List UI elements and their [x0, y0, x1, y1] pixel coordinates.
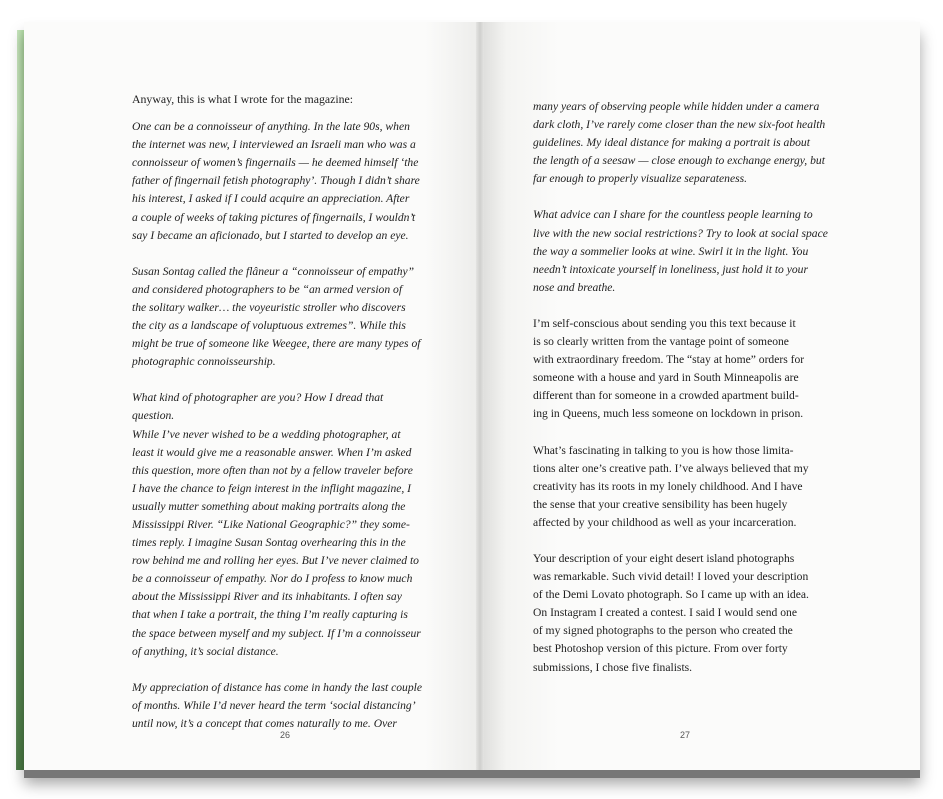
paragraph: One can be a connoisseur of anything. In the late 90s, when the internet was new, I interviewed an Israeli man who was a connoisseur of women’s fingernails — he deemed himself ‘the father of fingernail fetish photography’. Though I didn’t share his interest, I asked if I could acquire an appreciation. After a couple of weeks of taking pictures of fingernails, I wouldn’t say I became an aficionado, but I started to develop an eye. — [132, 120, 420, 242]
page-number-left: 26 — [280, 730, 291, 740]
right-page — [480, 22, 920, 770]
left-page-text — [132, 90, 422, 751]
book-gutter — [476, 22, 484, 770]
right-page-text — [533, 98, 833, 695]
paragraph: Susan Sontag called the flâneur a “connoisseur of empathy” and considered photographers to be “an armed version of the solitary walker… the voyeuristic stroller who discovers the city as a landscape of voluptuous extremes”. While this might be true of someone like Weegee, there are many types of photographic connoisseurship. — [132, 264, 421, 369]
paragraph: I’m self-conscious about sending you this text because it is so clearly written from the vantage point of someone with extraordinary freedom. The “stay at home” orders for someone with a house and yard in South Minneapolis are different than for someone in a crowded apartment build- ing in Queens, much less someone on lockdown in prison. — [533, 316, 805, 421]
paragraph: What kind of photographer are you? How I dread that question. While I’ve never wished to be a wedding photographer, at least it would give me a reasonable answer. When I’m asked this question, more often than not by a fellow traveler before I have the chance to feign interest in the inflight magazine, I usually mutter something about making portraits along the Mississippi River. “Like National Geographic?” they some- times reply. I imagine Susan Sontag overhearing this in the row behind me and rolling her eyes. But I’ve never claimed to be a connoisseur of empathy. Nor do I profess to know much about the Mississippi River and its inhabitants. I often say that when I take a portrait, the thing I’m really capturing is the space between myself and my subject. If I’m a connoisseur of anything, it’s social distance. — [132, 391, 421, 658]
paragraph: What’s fascinating in talking to you is how those limita- tions alter one’s creative path. I’ve always believed that my creativity has its roots in my lonely childhood. And I have the sense that your creative sensibility has been hugely affected by your childhood as well as your incarceration. — [533, 443, 809, 529]
paragraph: Your description of your eight desert island photographs was remarkable. Such vivid detail! I loved your description of the Demi Lovato photograph. So I came up with an idea. On Instagram I created a contest. I said I would send one of my signed photographs to the person who created the best Photoshop version of this picture. From over forty submissions, I chose five finalists. — [533, 551, 809, 674]
paragraph: What advice can I share for the countless people learning to live with the new social restrictions? Try to look at social space the way a sommelier looks at wine. Swirl it in the light. You needn’t intoxicate yourself in loneliness, just hold it to your nose and breathe. — [533, 208, 828, 294]
intro-line: Anyway, this is what I wrote for the magazine: — [132, 92, 354, 106]
left-page — [24, 22, 480, 770]
page-number-right: 27 — [680, 730, 691, 740]
paragraph: many years of observing people while hidden under a camera dark cloth, I’ve rarely come closer than the new six-foot health guidelines. My ideal distance for making a portrait is about the length of a seesaw — close enough to exchange energy, but far enough to properly visualize separateness. — [533, 100, 826, 186]
paragraph: My appreciation of distance has come in handy the last couple of months. While I’d never heard the term ‘social distancing’ until now, it’s a concept that comes naturally to me. Over — [132, 680, 422, 730]
